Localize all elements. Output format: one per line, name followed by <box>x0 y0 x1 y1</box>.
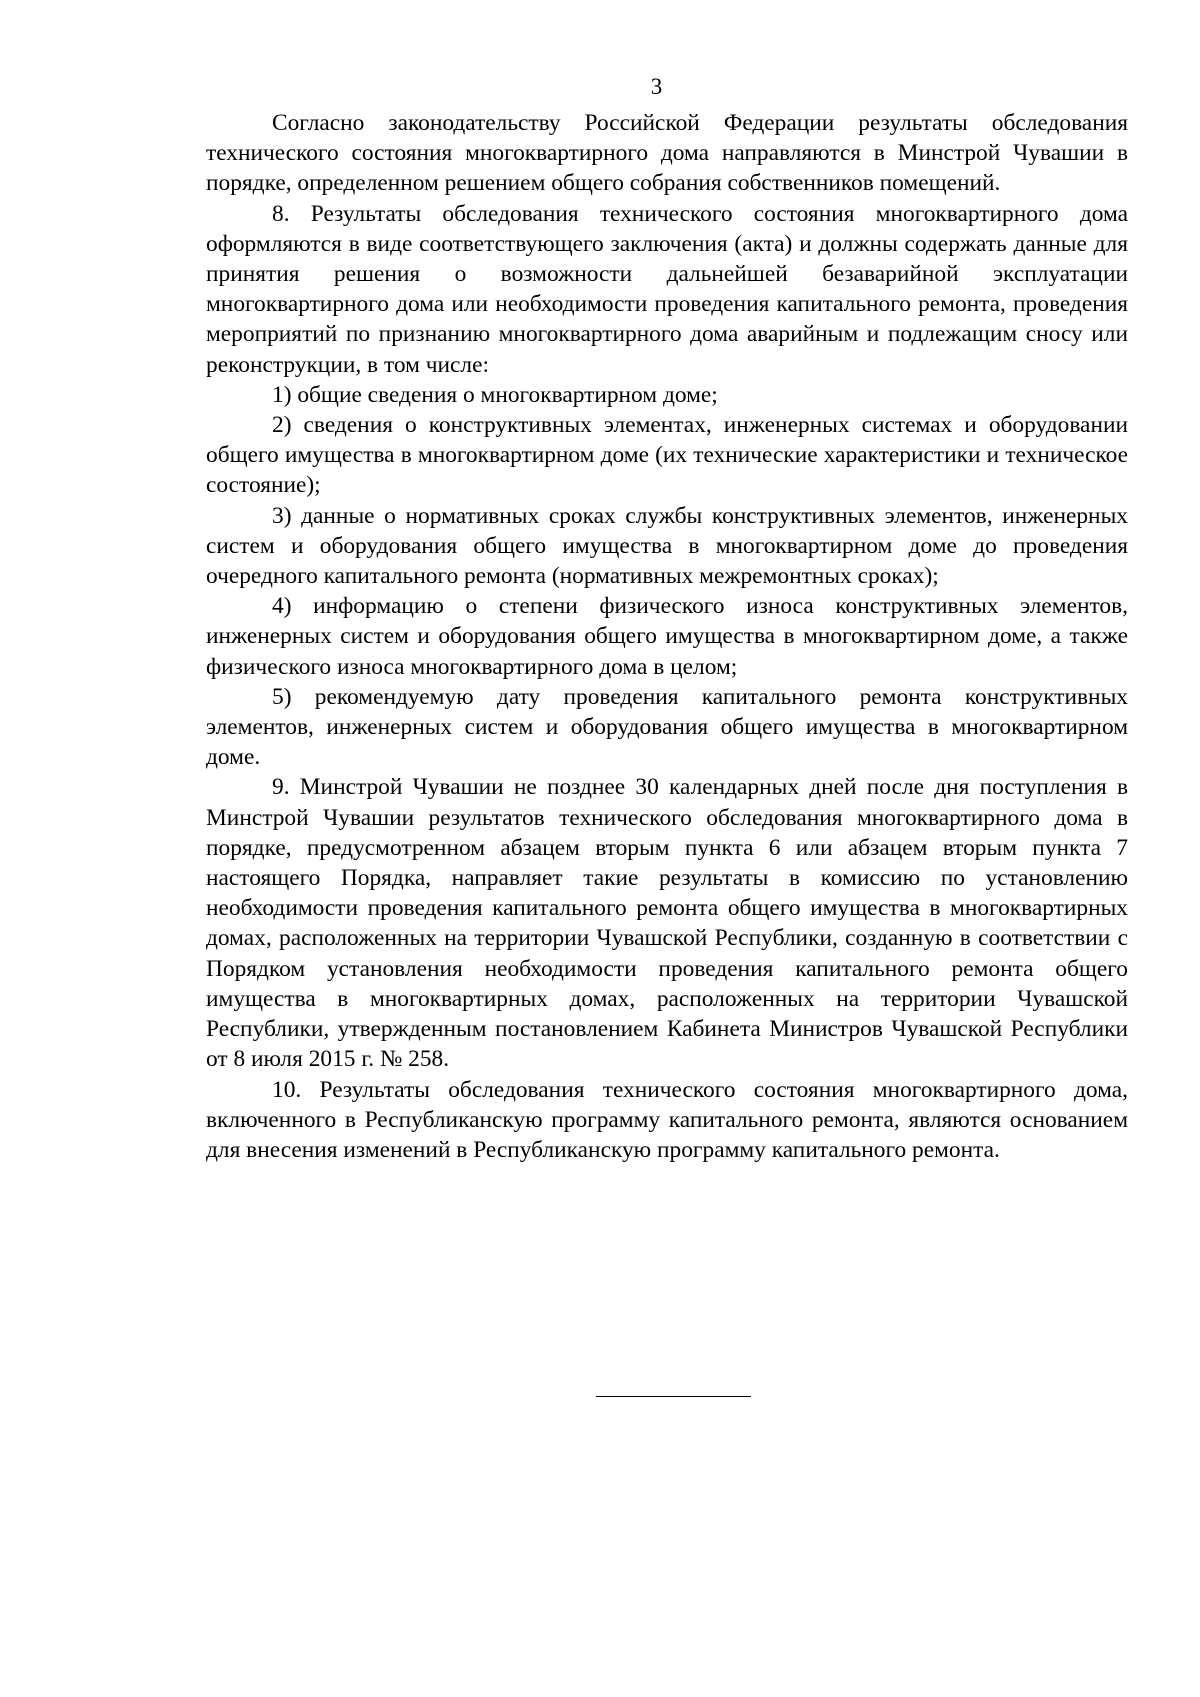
page-number: 3 <box>650 74 663 99</box>
list-item-2: 2) сведения о конструктивных элементах, инженерных системах и оборудовании общего имущества в многоквартирном доме (их технические характеристики и техническое состояние); <box>206 412 1128 499</box>
list-item-1: 1) общие сведения о многоквартирном доме; <box>272 381 718 408</box>
list-item-5: 5) рекомендуемую дату проведения капитального ремонта конструктивных элементов, инженерных систем и оборудования общего имущества в многоквартирном доме. <box>206 683 1128 771</box>
end-of-document-rule <box>596 1396 751 1397</box>
paragraph-intro: Согласно законодательству Российской Федерации результаты обследования технического состояния многоквартирного дома направляются в Минстрой Чувашии в порядке, определенном решением общего собрания собственников помещений. <box>206 110 1128 197</box>
document-body <box>206 108 1128 1165</box>
paragraph-item-8: 8. Результаты обследования технического состояния многоквартирного дома оформляются в виде соответствующего заключения (акта) и должны содержать данные для принятия решения о возможности дальнейшей безаварийной эксплуатации многоквартирного дома или необходимости проведения капитального ремонта, проведения мероприятий по признанию многоквартирного дома аварийным и подлежащим сносу или реконструкции, в том числе: <box>206 200 1128 378</box>
paragraph-item-10: 10. Результаты обследования технического состояния многоквартирного дома, включенного в Республиканскую программу капитального ремонта, являются основанием для внесения изменений в Республиканскую программу капитального ремонта. <box>206 1076 1128 1163</box>
list-item-3: 3) данные о нормативных сроках службы конструктивных элементов, инженерных систем и оборудования общего имущества в многоквартирном доме до проведения очередного капитального ремонта (нормативных межремонтных сроках); <box>206 502 1128 590</box>
list-item-4: 4) информацию о степени физического износа конструктивных элементов, инженерных систем и оборудования общего имущества в многоквартирном доме, а также физического износа многоквартирного дома в целом; <box>206 593 1128 680</box>
paragraph-item-9: 9. Минстрой Чувашии не позднее 30 календарных дней после дня поступления в Минстрой Чувашии результатов технического обследования многоквартирного дома в порядке, предусмотренном абзацем вторым пункта 6 или абзацем вторым пункта 7 настоящего Порядка, направляет такие результаты в комиссию по установлению необходимости проведения капитального ремонта общего имущества в многоквартирных домах, расположенных на территории Чувашской Республики, созданную в соответствии с Порядком установления необходимости проведения капитального ремонта общего имущества в многоквартирных домах, расположенных на территории Чувашской Республики, утвержденным постановлением Кабинета Министров Чувашской Республики от 8 июля 2015 г. № 258. <box>206 774 1128 1073</box>
